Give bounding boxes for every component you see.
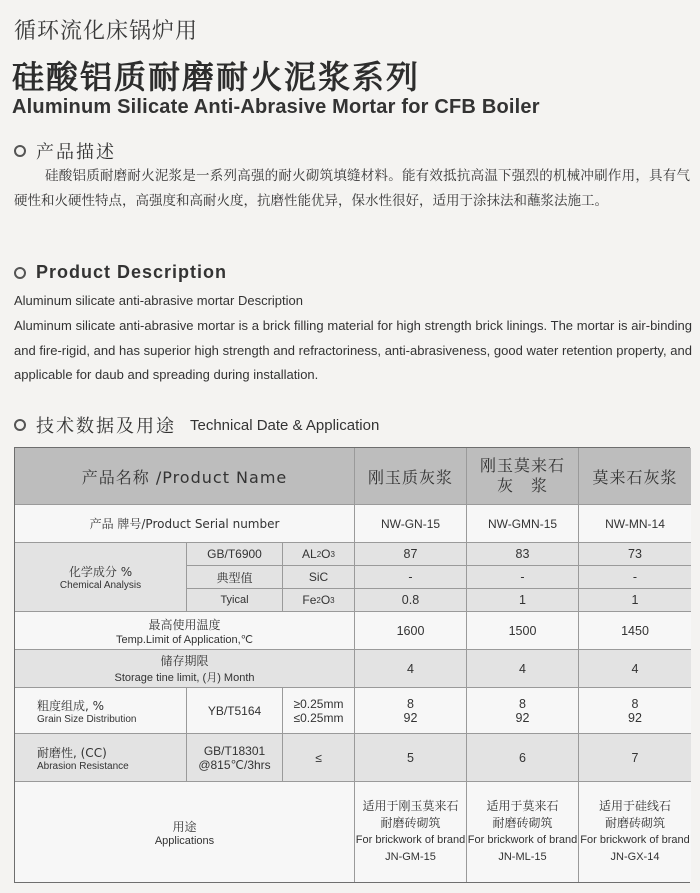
app-en-line2: JN-GX-14	[610, 851, 660, 863]
page-title-en: Aluminum Silicate Anti-Abrasive Mortar for CFB Boiler	[12, 96, 540, 118]
temp-label-cn: 最高使用温度	[148, 617, 221, 632]
grain-le-value: 92	[403, 710, 418, 725]
chemical-label-en: Chemical Analysis	[59, 580, 142, 591]
tech-data-table	[14, 447, 690, 883]
formula-part: O	[321, 547, 331, 561]
cell-std-gbt6900: GB/T6900	[187, 543, 283, 566]
cell-sic-1: -	[355, 566, 467, 589]
cell-grain-3	[579, 688, 691, 734]
cell-abrasion-std	[187, 734, 283, 782]
description-en: Aluminum silicate anti-abrasive mortar is a brick filling material for high strength brick linings. The mortar is air-binding and fire-rigid, and has superior high strength and refractoriness, anti-abrasiveness, good water retention property, and applicable for daub and spreading during installation.	[14, 318, 692, 382]
cell-temp-2: 1500	[467, 612, 579, 650]
description-en-subtitle: Aluminum silicate anti-abrasive mortar Description	[14, 293, 303, 308]
storage-label-cn: 储存期限	[160, 654, 209, 668]
cell-grain-size	[283, 688, 355, 734]
header-product-name: 产品名称 /Product Name	[15, 448, 355, 505]
section-heading-label-en: Technical Date & Application	[190, 416, 380, 434]
section-heading-label: 技术数据及用途	[36, 416, 176, 437]
cell-abrasion-3: 7	[579, 734, 691, 782]
cell-temp-1: 1600	[355, 612, 467, 650]
storage-label-en: Storage tine limit, (月) Month	[114, 672, 255, 684]
circle-bullet-icon	[14, 267, 26, 279]
grain-label-cn: 粗度组成, %	[37, 698, 105, 713]
description-cn: 硅酸铝质耐磨耐火泥浆是一系列高强的耐火砌筑填缝材料。能有效抵抗高温下强烈的机械冲刷作用，具有气硬性和火硬性特点，高强度和高耐火度，抗磨性能优异，保水性很好，适用于涂抹法和蘸浆法施工。	[14, 168, 690, 209]
formula-part: O	[320, 593, 331, 607]
app-en-line2: JN-GM-15	[385, 851, 436, 863]
cell-fe2o3	[283, 589, 355, 612]
cell-sic: SiC	[283, 566, 355, 589]
grain-ge-value: 8	[407, 696, 414, 711]
cell-fe-3: 1	[579, 589, 691, 612]
row-label-storage	[15, 650, 355, 688]
cell-abrasion-1: 5	[355, 734, 467, 782]
formula-sub: 3	[330, 595, 335, 605]
cell-temp-3: 1450	[579, 612, 691, 650]
section-heading-desc-en	[14, 262, 227, 283]
abrasion-std-line2: @815℃/3hrs	[198, 757, 271, 772]
app-cn-line1: 适用于刚玉莫来石	[362, 799, 459, 813]
grain-ge-value: 8	[519, 696, 526, 711]
cell-sic-3: -	[579, 566, 691, 589]
app-en-line1: For brickwork of brand	[467, 834, 578, 846]
formula-part: AL	[302, 547, 317, 561]
cell-application-2	[467, 782, 579, 882]
section-heading-tech	[14, 412, 379, 438]
row-label-temp	[15, 612, 355, 650]
formula-sub: 2	[316, 595, 321, 605]
grain-le: ≤0.25mm	[293, 710, 344, 725]
cell-application-3	[579, 782, 691, 882]
app-en-line2: JN-ML-15	[498, 851, 547, 863]
header-product-2	[467, 448, 579, 505]
formula-part: Fe	[302, 593, 317, 607]
temp-label-en: Temp.Limit of Application,℃	[115, 633, 254, 646]
grain-le-value: 92	[515, 710, 530, 725]
cell-sic-2: -	[467, 566, 579, 589]
cell-storage-2: 4	[467, 650, 579, 688]
grain-ge-value: 8	[631, 696, 639, 711]
app-cn-line2: 耐磨砖砌筑	[492, 816, 553, 830]
row-label-chemical	[15, 543, 187, 612]
cell-al-3: 73	[579, 543, 691, 566]
abrasion-label-cn: 耐磨性, (CC)	[37, 745, 107, 760]
app-en-line1: For brickwork of brand	[580, 834, 690, 846]
app-en-line1: For brickwork of brand	[355, 834, 466, 846]
cell-application-1	[355, 782, 467, 882]
row-label-serial: 产品 牌号/Product Serial number	[15, 505, 355, 543]
applications-label-en: Applications	[154, 834, 215, 847]
abrasion-label-en: Abrasion Resistance	[37, 760, 129, 772]
cell-al2o3	[283, 543, 355, 566]
cell-al-2: 83	[467, 543, 579, 566]
cell-al-1: 87	[355, 543, 467, 566]
cell-serial-3: NW-MN-14	[579, 505, 691, 543]
section-heading-label: Product Description	[36, 262, 228, 282]
row-label-applications	[15, 782, 355, 882]
header-product-2-line2: 灰 浆	[496, 476, 548, 495]
grain-label-en: Grain Size Distribution	[37, 713, 137, 725]
cell-storage-3: 4	[579, 650, 691, 688]
grain-le-value: 92	[628, 710, 642, 725]
cell-typical-en: Tyical	[187, 589, 283, 612]
cell-abrasion-2: 6	[467, 734, 579, 782]
cell-abrasion-symbol: ≤	[283, 734, 355, 782]
chemical-label-cn: 化学成分 %	[68, 565, 133, 579]
subtitle-cn: 循环流化床锅炉用	[14, 19, 199, 44]
cell-storage-1: 4	[355, 650, 467, 688]
app-cn-line1: 适用于硅线石	[598, 799, 671, 813]
cell-fe-1: 0.8	[355, 589, 467, 612]
cell-serial-2: NW-GMN-15	[467, 505, 579, 543]
page-title-cn: 硅酸铝质耐磨耐火泥浆系列	[12, 58, 421, 96]
circle-bullet-icon	[14, 419, 26, 431]
app-cn-line2: 耐磨砖砌筑	[380, 816, 441, 830]
row-label-abrasion	[15, 734, 187, 782]
cell-grain-2	[467, 688, 579, 734]
header-product-2-line1: 刚玉莫来石	[479, 456, 565, 475]
cell-serial-1: NW-GN-15	[355, 505, 467, 543]
grain-ge: ≥0.25mm	[293, 696, 344, 711]
formula-sub: 2	[316, 549, 322, 559]
section-heading-desc-cn	[14, 138, 116, 164]
cell-grain-1	[355, 688, 467, 734]
cell-grain-std: YB/T5164	[187, 688, 283, 734]
header-product-1: 刚玉质灰浆	[355, 448, 467, 505]
abrasion-std-line1: GB/T18301	[203, 743, 266, 758]
circle-bullet-icon	[14, 145, 26, 157]
app-cn-line2: 耐磨砖砌筑	[604, 816, 665, 830]
cell-typical-cn: 典型值	[187, 566, 283, 589]
cell-fe-2: 1	[467, 589, 579, 612]
row-label-grain	[15, 688, 187, 734]
app-cn-line1: 适用于莫来石	[486, 799, 559, 813]
applications-label-cn: 用途	[172, 819, 197, 834]
section-heading-label: 产品描述	[36, 142, 116, 163]
formula-sub: 3	[330, 549, 335, 559]
header-product-3: 莫来石灰浆	[579, 448, 691, 505]
